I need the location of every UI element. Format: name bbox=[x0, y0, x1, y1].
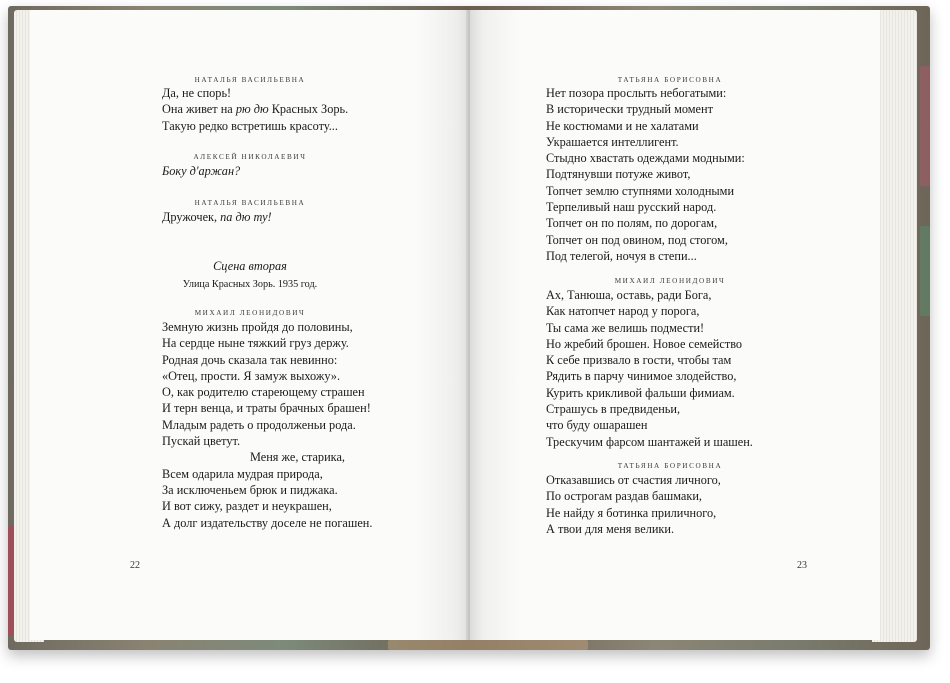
verse-line: Подтянувши потуже живот, bbox=[546, 167, 691, 182]
cover-illustration-patch bbox=[920, 66, 930, 186]
verse-line: Всем одарила мудрая природа, bbox=[162, 466, 323, 481]
verse-line: Топчет он под овином, под стогом, bbox=[546, 232, 728, 247]
speaker-label: ТАТЬЯНА БОРИСОВНА bbox=[617, 76, 723, 84]
verse-line: В исторически трудный момент bbox=[546, 102, 713, 117]
verse-line: Но жребий брошен. Новое семейство bbox=[546, 336, 743, 351]
verse-line: Такую редко встретишь красоту... bbox=[162, 118, 338, 133]
verse-line: Пускай цветут. bbox=[162, 434, 241, 449]
right-page bbox=[470, 10, 880, 640]
verse-line: Стыдно хвастать одеждами модными: bbox=[546, 151, 745, 166]
verse-line: Дружочек, па дю ту! bbox=[162, 210, 272, 224]
left-page bbox=[30, 10, 470, 640]
scene-place: Улица Красных Зорь. 1935 год. bbox=[182, 279, 318, 290]
verse-line: Как натопчет народ у порога, bbox=[546, 304, 700, 319]
verse-line: Украшается интеллигент. bbox=[546, 134, 679, 149]
verse-line: Боку д'аржан? bbox=[162, 164, 241, 178]
verse-line: Курить крикливой фальши фимиам. bbox=[546, 385, 735, 400]
verse-block bbox=[162, 209, 272, 225]
verse-line: За исключеньем брюк и пиджака. bbox=[162, 482, 338, 497]
speaker-label: НАТАЛЬЯ ВАСИЛЬЕВНА bbox=[194, 199, 306, 207]
verse-line: Родная дочь сказала так невинно: bbox=[162, 352, 338, 367]
speaker-label: АЛЕКСЕЙ НИКОЛАЕВИЧ bbox=[193, 153, 307, 161]
verse-line: Не найду я ботинка приличного, bbox=[546, 505, 717, 520]
verse-line: Страшусь в предвиденьи, bbox=[546, 402, 681, 417]
cover-illustration-patch bbox=[920, 226, 930, 316]
cover-illustration-patch bbox=[388, 640, 588, 650]
verse-block bbox=[546, 472, 721, 537]
verse-line: Младым радеть о продолженьи рода. bbox=[162, 417, 356, 432]
verse-block bbox=[546, 85, 745, 264]
verse-line: На сердце ныне тяжкий груз держу. bbox=[162, 336, 349, 351]
verse-line: Ах, Танюша, оставь, ради Бога, bbox=[546, 288, 712, 302]
verse-line: «Отец, прости. Я замуж выхожу». bbox=[162, 368, 341, 383]
verse-line: Да, не спорь! bbox=[162, 86, 232, 100]
verse-line: Топчет он по полям, по дорогам, bbox=[546, 216, 718, 231]
page-number: 22 bbox=[130, 560, 140, 571]
verse-line: Ты сама же велишь подмести! bbox=[546, 320, 705, 335]
speaker-label: НАТАЛЬЯ ВАСИЛЬЕВНА bbox=[194, 76, 306, 84]
verse-line: Топчет землю ступнями холодными bbox=[546, 183, 735, 198]
verse-line: что буду ошарашен bbox=[546, 418, 648, 433]
verse-block bbox=[162, 319, 372, 531]
scene-title: Сцена вторая bbox=[213, 259, 287, 273]
verse-line: Земную жизнь пройдя до половины, bbox=[162, 320, 353, 334]
verse-line: К себе призвало в гости, чтобы там bbox=[546, 353, 732, 368]
verse-line: О, как родителю стареющему страшен bbox=[162, 385, 365, 400]
speaker-label: ТАТЬЯНА БОРИСОВНА bbox=[617, 462, 723, 470]
verse-line: И вот сижу, раздет и неукрашен, bbox=[162, 499, 332, 514]
verse-line: Отказавшись от счастия личного, bbox=[546, 473, 721, 487]
verse-block bbox=[162, 163, 240, 179]
speaker-label: МИХАИЛ ЛЕОНИДОВИЧ bbox=[614, 277, 726, 285]
verse-line: А долг издательству доселе не погашен. bbox=[162, 515, 373, 530]
verse-line: По острогам раздав башмаки, bbox=[546, 489, 702, 504]
verse-block bbox=[162, 85, 348, 134]
verse-line: Она живет на рю дю Красных Зорь. bbox=[162, 102, 349, 117]
verse-line: Трескучим фарсом шантажей и шашен. bbox=[546, 434, 753, 449]
verse-line: Нет позора прослыть небогатыми: bbox=[546, 86, 727, 100]
verse-line: Рядить в парчу чинимое злодейство, bbox=[546, 369, 737, 384]
verse-line: Не костюмами и не халатами bbox=[546, 118, 699, 133]
verse-line: Терпеливый наш русский народ. bbox=[546, 200, 717, 215]
verse-line: А твои для меня велики. bbox=[546, 521, 675, 536]
verse-line: Под телегой, ночуя в степи... bbox=[546, 248, 697, 263]
verse-line: Меня же, старика, bbox=[250, 450, 345, 465]
page-number: 23 bbox=[797, 560, 807, 571]
verse-block bbox=[546, 287, 753, 450]
speaker-label: МИХАИЛ ЛЕОНИДОВИЧ bbox=[194, 309, 306, 317]
verse-line: И терн венца, и траты брачных брашен! bbox=[162, 401, 371, 416]
